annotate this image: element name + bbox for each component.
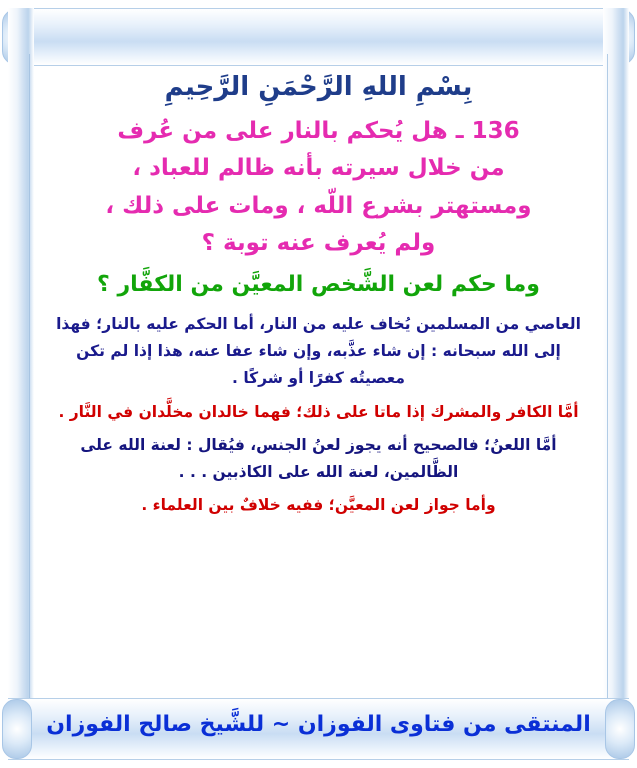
source-footer: المنتقى من فتاوى الفوزان ~ للشَّيخ صالح الفوزان	[46, 712, 591, 737]
answer-paragraph-3: أمَّا اللعنُ؛ فالصحيح أنه يجوز لعنُ الجنس، فيُقال : لعنة الله على الظَّالمين، لعنة الله على الكاذبين . . .	[80, 435, 557, 481]
document-content	[38, 66, 599, 698]
scroll-left-edge-line	[29, 54, 30, 714]
scroll-frame	[8, 8, 629, 760]
scroll-cap-bottom-right	[605, 699, 635, 759]
answer-paragraph-2: أمَّا الكافر والمشرك إذا ماتا على ذلك؛ فهما خالدان مخلَّدان في النَّار .	[58, 402, 579, 421]
answer-block	[48, 311, 589, 519]
basmala-heading: بِسْمِ اللهِ الرَّحْمَنِ الرَّحِيمِ	[164, 72, 473, 102]
scroll-left-edge	[8, 8, 34, 760]
question-secondary: وما حكم لعن الشَّخص المعيَّن من الكفَّار ؟	[97, 272, 540, 298]
scroll-cap-bottom-left	[2, 699, 32, 759]
question-line-1: 136 ـ هل يُحكم بالنار على من عُرف	[117, 118, 520, 145]
scroll-top-roll	[8, 8, 629, 66]
answer-paragraph-4: وأما جواز لعن المعيَّن؛ ففيه خلافٌ بين العلماء .	[141, 495, 496, 514]
question-line-4: ولم يُعرف عنه توبة ؟	[201, 229, 436, 256]
answer-paragraph-1: العاصي من المسلمين يُخاف عليه من النار، أما الحكم عليه بالنار؛ فهذا إلى الله سبحانه : إن شاء عذَّبه، وإن شاء عفا عنه، هذا إذا لم تكن معصيتُه كفرًا أو شركًا .	[56, 315, 581, 388]
question-line-2: من خلال سيرته بأنه ظالم للعباد ،	[132, 155, 505, 182]
question-line-3: ومستهتر بشرع اللّه ، ومات على ذلك ،	[105, 192, 532, 219]
scroll-right-edge-line	[607, 54, 608, 714]
question-block	[48, 113, 589, 262]
scroll-right-edge	[603, 8, 629, 760]
